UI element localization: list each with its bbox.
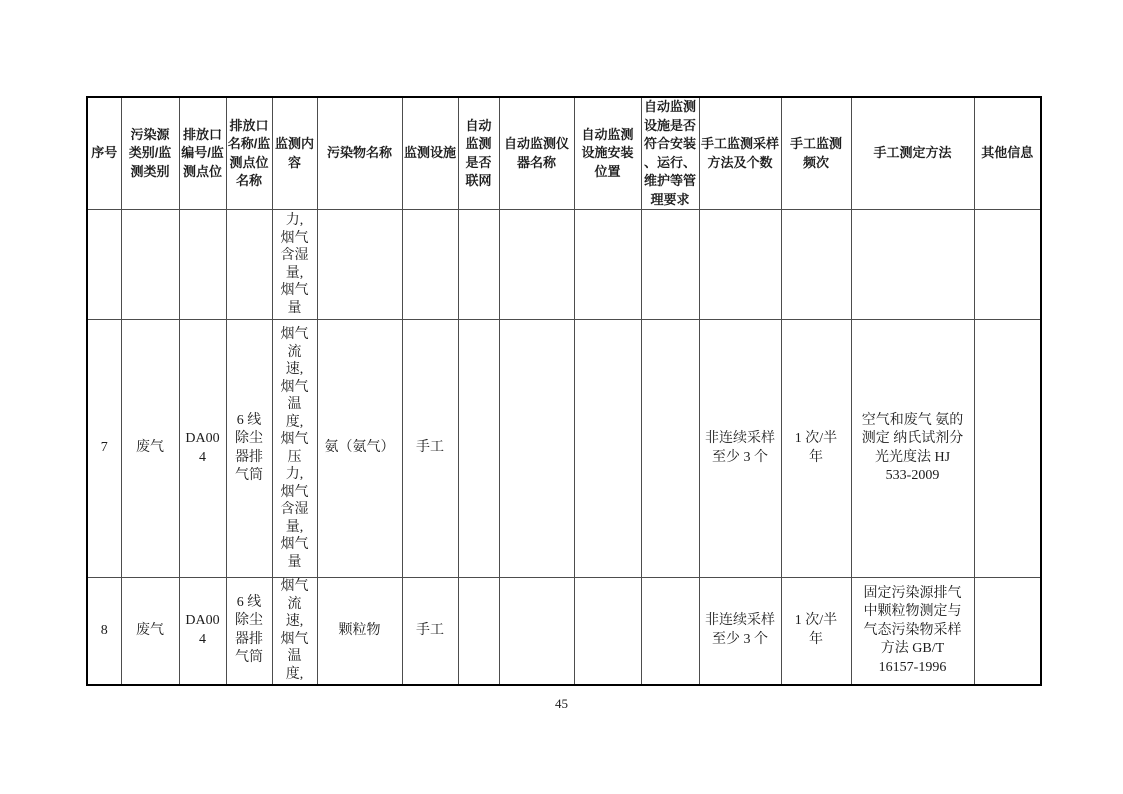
- monitoring-table: [86, 96, 1042, 686]
- cell-other-info: [974, 210, 1041, 320]
- header-cell-source-category: 污染源类别/监测类别: [121, 97, 179, 210]
- cell-serial: 7: [87, 320, 121, 578]
- cell-source-category: 废气: [121, 320, 179, 578]
- cell-serial: 8: [87, 578, 121, 685]
- header-cell-serial: 序号: [87, 97, 121, 210]
- header-cell-monitor-facility: 监测设施: [402, 97, 458, 210]
- cell-outlet-number: DA004: [179, 578, 226, 685]
- cell-auto-location: [574, 320, 641, 578]
- cell-outlet-name: 6 线除尘器排气筒: [226, 578, 272, 685]
- table-row-7: [87, 320, 1041, 578]
- cell-auto-networked: [458, 210, 499, 320]
- cell-pollutant-name: [317, 210, 402, 320]
- cell-auto-instrument: [499, 578, 574, 685]
- header-cell-monitor-content: 监测内容: [272, 97, 317, 210]
- header-cell-outlet-number: 排放口编号/监测点位: [179, 97, 226, 210]
- cell-manual-frequency: [781, 210, 851, 320]
- header-cell-manual-method: 手工测定方法: [851, 97, 974, 210]
- cell-outlet-number: DA004: [179, 320, 226, 578]
- cell-manual-sampling: 非连续采样至少 3 个: [699, 320, 781, 578]
- cell-outlet-name: 6 线除尘器排气筒: [226, 320, 272, 578]
- cell-manual-sampling: [699, 210, 781, 320]
- page-number: 45: [555, 696, 568, 711]
- header-cell-auto-compliance: 自动监测设施是否符合安装、运行、维护等管理要求: [641, 97, 699, 210]
- cell-manual-method: 固定污染源排气中颗粒物测定与气态污染物采样方法 GB/T 16157-1996: [851, 578, 974, 685]
- header-cell-auto-location: 自动监测设施安装位置: [574, 97, 641, 210]
- header-cell-auto-instrument: 自动监测仪器名称: [499, 97, 574, 210]
- cell-auto-compliance: [641, 320, 699, 578]
- cell-manual-method: 空气和废气 氨的测定 纳氏试剂分光光度法 HJ 533-2009: [851, 320, 974, 578]
- cell-auto-compliance: [641, 578, 699, 685]
- cell-outlet-number: [179, 210, 226, 320]
- cell-auto-location: [574, 578, 641, 685]
- cell-monitor-content: 烟气流速,烟气温度,烟气压力,烟气含湿量,烟气量: [272, 320, 317, 578]
- cell-monitor-content: 力,烟气含湿量,烟气量: [272, 210, 317, 320]
- header-cell-manual-frequency: 手工监测频次: [781, 97, 851, 210]
- cell-auto-location: [574, 210, 641, 320]
- cell-auto-compliance: [641, 210, 699, 320]
- cell-outlet-name: [226, 210, 272, 320]
- cell-manual-sampling: 非连续采样至少 3 个: [699, 578, 781, 685]
- cell-other-info: [974, 320, 1041, 578]
- table-header-row: [87, 97, 1041, 210]
- cell-other-info: [974, 578, 1041, 685]
- header-cell-auto-networked: 自动监测是否联网: [458, 97, 499, 210]
- cell-auto-networked: [458, 578, 499, 685]
- cell-pollutant-name: 氨（氨气）: [317, 320, 402, 578]
- cell-monitor-content: 烟气流速,烟气温度,: [272, 578, 317, 685]
- header-cell-outlet-name: 排放口名称/监测点位名称: [226, 97, 272, 210]
- table-row-continuation: [87, 210, 1041, 320]
- header-cell-other-info: 其他信息: [974, 97, 1041, 210]
- cell-manual-frequency: 1 次/半年: [781, 320, 851, 578]
- cell-monitor-facility: [402, 210, 458, 320]
- header-cell-manual-sampling: 手工监测采样方法及个数: [699, 97, 781, 210]
- cell-source-category: [121, 210, 179, 320]
- cell-monitor-facility: 手工: [402, 578, 458, 685]
- cell-source-category: 废气: [121, 578, 179, 685]
- table-row-8: [87, 578, 1041, 685]
- cell-pollutant-name: 颗粒物: [317, 578, 402, 685]
- cell-auto-instrument: [499, 320, 574, 578]
- cell-manual-method: [851, 210, 974, 320]
- header-cell-pollutant-name: 污染物名称: [317, 97, 402, 210]
- cell-auto-instrument: [499, 210, 574, 320]
- cell-manual-frequency: 1 次/半年: [781, 578, 851, 685]
- cell-auto-networked: [458, 320, 499, 578]
- cell-monitor-facility: 手工: [402, 320, 458, 578]
- cell-serial: [87, 210, 121, 320]
